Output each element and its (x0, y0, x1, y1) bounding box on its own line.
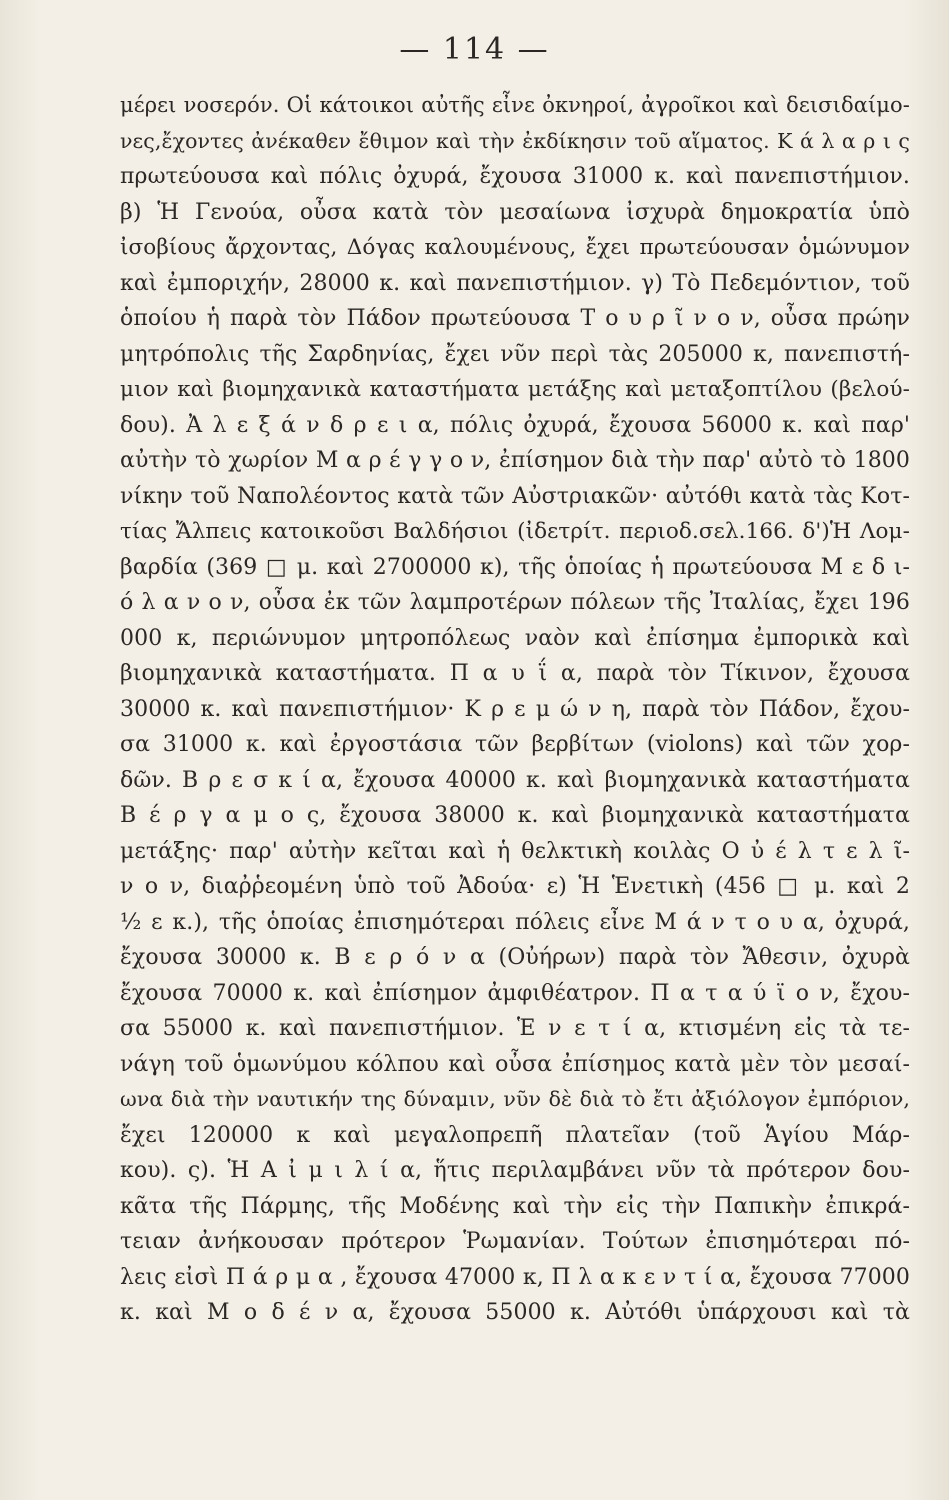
text-line: ωνα διὰ τὴν ναυτικήν της δύναμιν, νῦν δὲ διὰ τὸ ἔτι ἀξιόλογον ἐμπόριον, (120, 1087, 910, 1111)
text-line: ό λ α ν ο ν, οὖσα ἐκ τῶν λαμπροτέρων πόλεων τῆς Ἰταλίας, ἔχει 196 (120, 590, 910, 615)
text-line: βιομηχανικὰ καταστήματα. Π α υ ΐ α, παρὰ τὸν Τίκινον, ἔχουσα (120, 661, 910, 686)
text-line: βαρδία (369 □ μ. καὶ 2700000 κ), τῆς ὁποίας ἡ πρωτεύουσα Μ ε δ ι- (120, 554, 910, 580)
text-line: τίας Ἄλπεις κατοικοῦσι Βαλδήσιοι (ἰδετρίτ. περιοδ.σελ.166. δ')Ἡ Λομ- (120, 519, 910, 544)
text-line: ν ο ν, διαῤῥεομένη ὑπὸ τοῦ Ἀδούα· ε) Ἡ Ἑνετικὴ (456 □ μ. καὶ 2 (120, 874, 910, 899)
text-line: δῶν. Β ρ ε σ κ ί α, ἔχουσα 40000 κ. καὶ βιομηχανικὰ καταστήματα (120, 767, 910, 793)
text-line: αὐτὴν τὸ χωρίον Μ α ρ έ γ γ ο ν, ἐπίσημον διὰ τὴν παρ' αὐτὸ τὸ 1800 (120, 448, 910, 473)
text-line: σα 31000 κ. καὶ ἐργοστάσια τῶν βερβίτων (violons) καὶ τῶν χορ- (120, 732, 910, 757)
text-line: ἔχουσα 70000 κ. καὶ ἐπίσημον ἀμφιθέατρον. Π α τ α ύ ϊ ο ν, ἔχου- (120, 980, 910, 1006)
text-line: μιον καὶ βιομηχανικὰ καταστήματα μετάξης καὶ μεταξοπτίλου (βελού- (120, 377, 910, 402)
text-line: ὁποίου ἡ παρὰ τὸν Πάδον πρωτεύουσα Τ ο υ ρ ῖ ν ο ν, οὖσα πρώην (120, 306, 910, 331)
text-line: μετάξης· παρ' αὐτὴν κεῖται καὶ ἡ θελκτικὴ κοιλὰς Ο ὐ έ λ τ ε λ ῖ- (120, 838, 910, 864)
text-line: κᾶτα τῆς Πάρμης, τῆς Μοδένης καὶ τὴν εἰς τὴν Παπικὴν ἐπικρά- (120, 1193, 910, 1219)
text-line: 000 κ, περιώνυμον μητροπόλεως ναὸν καὶ ἐπίσημα ἐμπορικὰ καὶ (120, 625, 910, 651)
text-line: μέρει νοσερόν. Οἱ κάτοικοι αὐτῆς εἶνε ὀκνηροί, ἀγροῖκοι καὶ δεισιδαίμο- (120, 93, 910, 117)
text-line: πρωτεύουσα καὶ πόλις ὀχυρά, ἔχουσα 31000 κ. καὶ πανεπιστήμιον. (120, 164, 910, 189)
text-line: νάγη τοῦ ὁμωνύμου κόλπου καὶ οὖσα ἐπίσημος κατὰ μὲν τὸν μεσαί- (120, 1051, 910, 1077)
text-line: Β έ ρ γ α μ ο ς, ἔχουσα 38000 κ. καὶ βιομηχανικὰ καταστήματα (120, 803, 910, 828)
text-line: ἔχει 120000 κ καὶ μεγαλοπρεπῆ πλατεῖαν (τοῦ Ἁγίου Μάρ- (120, 1122, 910, 1148)
text-line: 30000 κ. καὶ πανεπιστήμιον· Κ ρ ε μ ώ ν η, παρὰ τὸν Πάδον, ἔχου- (120, 696, 910, 722)
text-line: ἔχουσα 30000 κ. Β ε ρ ό ν α (Οὐήρων) παρὰ τὸν Ἄθεσιν, ὀχυρὰ (120, 945, 910, 970)
text-line: κ. καὶ Μ ο δ έ ν α, ἔχουσα 55000 κ. Αὐτόθι ὑπάρχουσι καὶ τὰ (120, 1300, 910, 1325)
text-line: τειαν ἀνήκουσαν πρότερον Ῥωμανίαν. Τούτων ἐπισημότεραι πό- (120, 1229, 910, 1254)
text-line: νίκην τοῦ Ναπολέοντος κατὰ τῶν Αὐστριακῶν· αὐτόθι κατὰ τὰς Κοτ- (120, 483, 910, 509)
text-line: σα 55000 κ. καὶ πανεπιστήμιον. Ἑ ν ε τ ί α, κτισμένη εἰς τὰ τε- (120, 1016, 910, 1041)
text-line: καὶ ἐμποριχήν, 28000 κ. καὶ πανεπιστήμιον. γ) Τὸ Πεδεμόντιον, τοῦ (120, 270, 910, 296)
text-line: λεις εἰσὶ Π ά ρ μ α , ἔχουσα 47000 κ, Π λ α κ ε ν τ ί α, ἔχουσα 77000 (120, 1264, 910, 1290)
text-line: μητρόπολις τῆς Σαρδηνίας, ἔχει νῦν περὶ τὰς 205000 κ, πανεπιστή- (120, 341, 910, 367)
text-line: ἰσοβίους ἄρχοντας, Δόγας καλουμένους, ἔχει πρωτεύουσαν ὁμώνυμον (120, 235, 910, 260)
text-line: β) Ἡ Γενούα, οὖσα κατὰ τὸν μεσαίωνα ἰσχυρὰ δημοκρατία ὑπὸ (120, 199, 910, 225)
page-number: — 114 — (399, 32, 550, 67)
text-line: νες,ἔχοντες ἀνέκαθεν ἔθιμον καὶ τὴν ἐκδίκησιν τοῦ αἵματος. Κ ά λ α ρ ι ς (120, 128, 910, 153)
text-line: ½ ε κ.), τῆς ὁποίας ἐπισημότεραι πόλεις εἶνε Μ ά ν τ ο υ α, ὀχυρά, (120, 909, 910, 935)
body-text (120, 88, 910, 1331)
text-line: κου). ς). Ἡ Α ἰ μ ι λ ί α, ἥτις περιλαμβάνει νῦν τὰ πρότερον δου- (120, 1158, 910, 1183)
text-line: δου). Ἀ λ ε ξ ά ν δ ρ ε ι α, πόλις ὀχυρά, ἔχουσα 56000 κ. καὶ παρ' (120, 412, 910, 438)
